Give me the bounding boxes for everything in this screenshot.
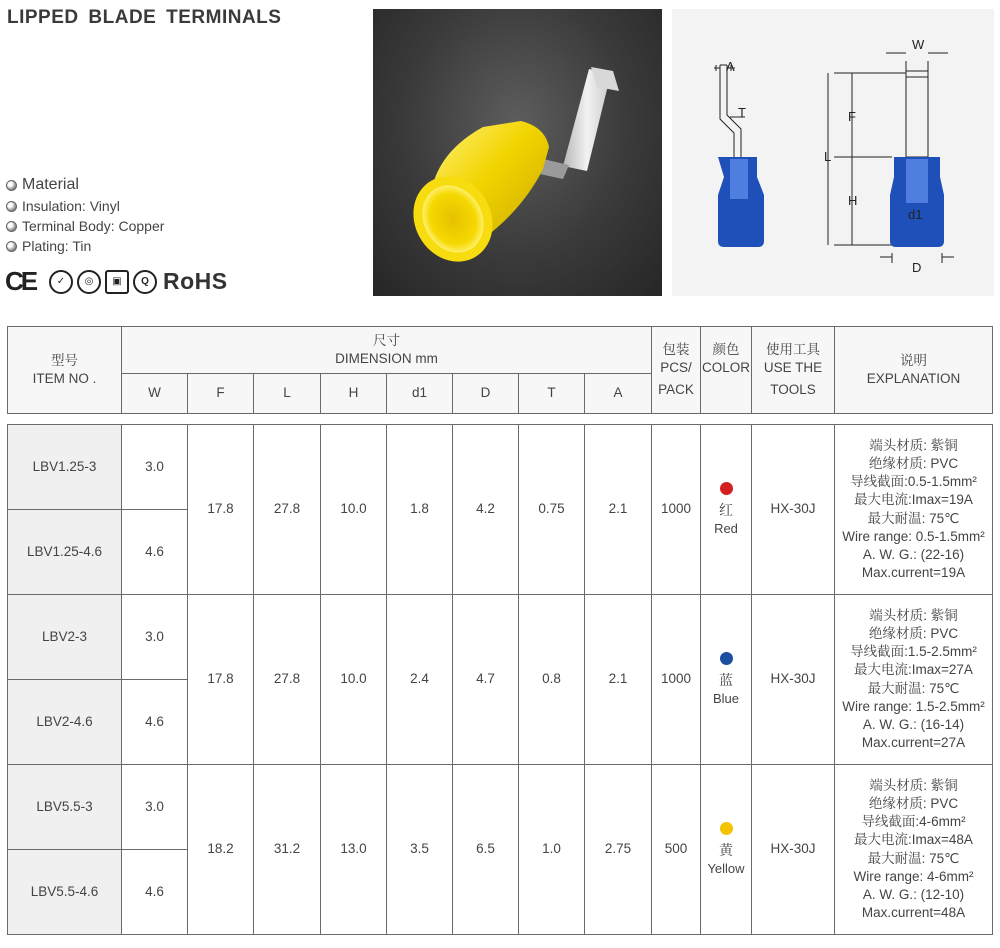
- item-name: LBV2-3: [8, 595, 122, 680]
- cell-w: 4.6: [122, 510, 188, 595]
- header-explanation: 说明 EXPLANATION: [835, 327, 993, 414]
- cell-tool: HX-30J: [752, 425, 835, 595]
- cell-color: [701, 425, 752, 595]
- material-body: Terminal Body: Copper: [22, 218, 165, 234]
- cell-w: 3.0: [122, 595, 188, 680]
- cell-w: 3.0: [122, 425, 188, 510]
- cell-d: 6.5: [453, 765, 519, 935]
- dim-col-a: A: [585, 374, 652, 414]
- iso-cert-icon: ▣: [105, 270, 129, 294]
- bullet-icon: [6, 221, 17, 232]
- cell-tool: HX-30J: [752, 595, 835, 765]
- sgs-cert-icon: Q: [133, 270, 157, 294]
- item-name: LBV5.5-4.6: [8, 850, 122, 935]
- cell-t: 1.0: [519, 765, 585, 935]
- dim-col-l: L: [254, 374, 321, 414]
- header-pack: 包装 PCS/ PACK: [652, 327, 701, 414]
- cell-t: 0.75: [519, 425, 585, 595]
- cell-a: 2.1: [585, 425, 652, 595]
- cell-pack: 1000: [652, 425, 701, 595]
- table-spacer: [8, 414, 993, 425]
- cell-f: 17.8: [188, 425, 254, 595]
- color-cn: 红: [719, 501, 733, 518]
- diagram-label-d: D: [912, 260, 922, 275]
- color-cn: 蓝: [719, 671, 733, 688]
- header-color: 颜色 COLOR: [701, 327, 752, 414]
- ce-mark-icon: CE: [5, 266, 36, 296]
- product-photo: [373, 9, 662, 296]
- material-heading: [6, 174, 164, 196]
- cell-w: 4.6: [122, 680, 188, 765]
- bullet-icon: [6, 180, 17, 191]
- cell-t: 0.8: [519, 595, 585, 765]
- cell-explanation: 端头材质: 紫铜 绝缘材质: PVC 导线截面:0.5-1.5mm² 最大电流:Imax=19A 最大耐温: 75℃ Wire range: 0.5-1.5mm² A. W. G.: (22-16) Max.current=19A: [835, 425, 993, 595]
- table-row: [8, 595, 993, 680]
- cell-h: 10.0: [321, 425, 387, 595]
- cell-f: 18.2: [188, 765, 254, 935]
- cell-color: [701, 765, 752, 935]
- color-dot-icon: [720, 482, 733, 495]
- certification-logos: [5, 266, 228, 297]
- cell-h: 13.0: [321, 765, 387, 935]
- color-cn: 黄: [719, 841, 733, 858]
- item-name: LBV1.25-3: [8, 425, 122, 510]
- diagram-label-t: T: [738, 105, 746, 120]
- cell-d: 4.2: [453, 425, 519, 595]
- cell-l: 27.8: [254, 595, 321, 765]
- material-plating: Plating: Tin: [22, 238, 92, 254]
- color-dot-icon: [720, 652, 733, 665]
- diagram-label-a: A: [726, 59, 735, 74]
- cell-w: 3.0: [122, 765, 188, 850]
- cell-d1: 1.8: [387, 425, 453, 595]
- diagram-label-l: L: [824, 149, 832, 164]
- cell-color: [701, 595, 752, 765]
- cell-d1: 3.5: [387, 765, 453, 935]
- color-dot-icon: [720, 822, 733, 835]
- diagram-label-d1: d1: [908, 207, 923, 222]
- dim-col-d: D: [453, 374, 519, 414]
- material-item: [6, 236, 164, 256]
- page-title: LIPPED BLADE TERMINALS: [7, 7, 282, 28]
- material-item: [6, 216, 164, 236]
- cell-h: 10.0: [321, 595, 387, 765]
- cell-explanation: 端头材质: 紫铜 绝缘材质: PVC 导线截面:4-6mm² 最大电流:Imax=48A 最大耐温: 75℃ Wire range: 4-6mm² A. W. G.: (12-10) Max.current=48A: [835, 765, 993, 935]
- material-insulation: Insulation: Vinyl: [22, 198, 120, 214]
- check-cert-icon: ✓: [49, 270, 73, 294]
- cell-f: 17.8: [188, 595, 254, 765]
- cell-pack: 500: [652, 765, 701, 935]
- cell-a: 2.75: [585, 765, 652, 935]
- color-en: Yellow: [707, 860, 745, 876]
- diagram-label-w: W: [912, 37, 925, 52]
- cell-l: 31.2: [254, 765, 321, 935]
- rohs-logo: RoHS: [163, 268, 228, 294]
- table-row: [8, 765, 993, 850]
- technical-drawing-icon: [672, 9, 994, 296]
- cell-a: 2.1: [585, 595, 652, 765]
- diagram-label-h: H: [848, 193, 858, 208]
- bullet-icon: [6, 241, 17, 252]
- item-name: LBV5.5-3: [8, 765, 122, 850]
- item-name: LBV2-4.6: [8, 680, 122, 765]
- header-item-no: 型号 ITEM NO .: [8, 327, 122, 414]
- cell-pack: 1000: [652, 595, 701, 765]
- dim-col-t: T: [519, 374, 585, 414]
- cell-d1: 2.4: [387, 595, 453, 765]
- dimension-drawing: [672, 9, 994, 296]
- ul-cert-icon: ◎: [77, 270, 101, 294]
- terminal-photo-icon: [373, 9, 662, 296]
- diagram-label-f: F: [848, 109, 856, 124]
- cell-w: 4.6: [122, 850, 188, 935]
- material-item: [6, 196, 164, 216]
- spec-table: [7, 326, 993, 935]
- dim-col-f: F: [188, 374, 254, 414]
- dim-col-h: H: [321, 374, 387, 414]
- cell-tool: HX-30J: [752, 765, 835, 935]
- header-tools: 使用工具 USE THE TOOLS: [752, 327, 835, 414]
- table-row: [8, 425, 993, 510]
- cell-explanation: 端头材质: 紫铜 绝缘材质: PVC 导线截面:1.5-2.5mm² 最大电流:Imax=27A 最大耐温: 75℃ Wire range: 1.5-2.5mm² A. W. G.: (16-14) Max.current=27A: [835, 595, 993, 765]
- bullet-icon: [6, 201, 17, 212]
- header-dimension: 尺寸 DIMENSION mm: [122, 327, 652, 374]
- dim-col-d1: d1: [387, 374, 453, 414]
- color-en: Red: [714, 520, 738, 536]
- dim-col-w: W: [122, 374, 188, 414]
- cell-d: 4.7: [453, 595, 519, 765]
- material-heading-label: Material: [22, 176, 79, 193]
- color-en: Blue: [712, 690, 740, 706]
- item-name: LBV1.25-4.6: [8, 510, 122, 595]
- cell-l: 27.8: [254, 425, 321, 595]
- material-list: [6, 174, 164, 256]
